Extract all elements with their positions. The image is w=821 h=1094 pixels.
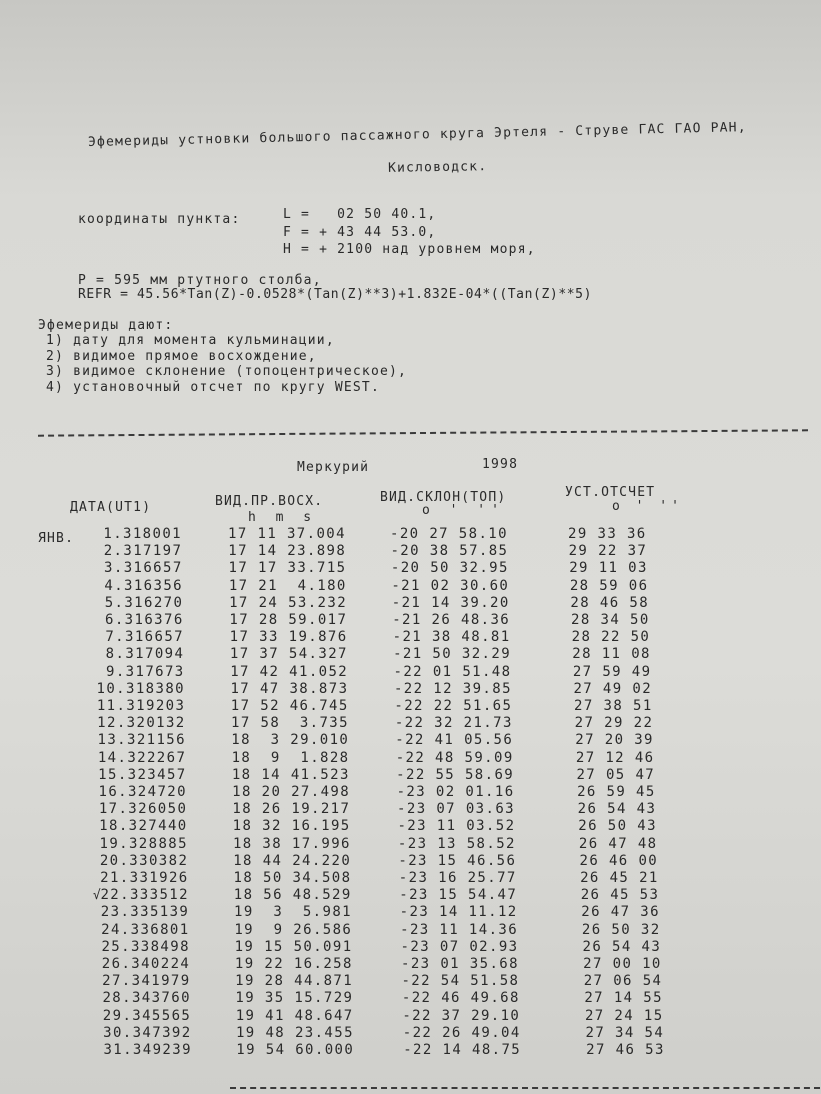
cell-setting: 28 11 08 [572, 646, 651, 663]
cell-dec: -20 27 58.10 [390, 526, 508, 542]
cell-ra: 19 15 50.091 [234, 938, 353, 955]
cell-ra: 19 3 5.981 [234, 904, 352, 921]
ephemeris-item: 4) установочный отсчет по кругу WEST. [46, 380, 380, 395]
cell-setting: 27 38 51 [574, 698, 653, 714]
cell-dec: -23 07 02.93 [400, 938, 519, 955]
cell-setting: 28 46 58 [570, 594, 650, 611]
cell-date: 2.317197 [103, 543, 183, 560]
table-row [0, 543, 821, 561]
table-row [0, 818, 821, 836]
table-row [0, 1042, 821, 1060]
cell-dec: -22 26 49.04 [402, 1024, 521, 1041]
cell-dec: -23 14 11.12 [399, 904, 518, 921]
cell-ra: 17 24 53.232 [229, 594, 348, 611]
cell-setting: 26 47 36 [581, 904, 660, 921]
cell-date: 31.349239 [103, 1042, 192, 1058]
cell-date: 18.327440 [99, 818, 188, 835]
cell-date: 12.320132 [97, 715, 186, 732]
table-row [0, 1008, 821, 1026]
table-row [0, 767, 821, 785]
ephemeris-item: 1) дату для момента кульминации, [46, 333, 335, 348]
cell-dec: -23 15 54.47 [399, 887, 518, 904]
cell-setting: 27 12 46 [575, 749, 655, 766]
cell-dec: -22 32 21.73 [394, 715, 513, 732]
table-row [0, 595, 821, 613]
cell-ra: 18 32 16.195 [232, 818, 351, 835]
cell-setting: 27 46 53 [586, 1042, 665, 1058]
cell-dec: -22 41 05.56 [395, 732, 514, 749]
cell-date: 11.319203 [96, 698, 186, 714]
cell-date: 23.335139 [100, 904, 190, 921]
cell-ra: 17 52 46.745 [230, 698, 349, 714]
cell-date: 24.336801 [101, 921, 190, 938]
cell-ra: 17 47 38.873 [230, 680, 349, 697]
cell-date: 17.326050 [98, 801, 188, 818]
cell-ra: 17 11 37.004 [228, 526, 346, 542]
cell-ra: 19 9 26.586 [234, 921, 353, 938]
cell-date: 13.321156 [97, 732, 186, 749]
cell-date: 25.338498 [101, 938, 190, 955]
cell-setting: 27 00 10 [583, 956, 662, 972]
table-row [0, 887, 821, 905]
cell-dec: -22 14 48.75 [403, 1042, 522, 1058]
cell-date: 10.318380 [96, 680, 185, 697]
altitude-value: H = + 2100 над уровнем моря, [283, 242, 536, 257]
cell-dec: -22 01 51.48 [393, 663, 512, 680]
cell-setting: 27 49 02 [573, 680, 653, 697]
cell-ra: 17 37 54.327 [229, 646, 348, 663]
cell-dec: -22 55 58.69 [396, 766, 515, 783]
cell-setting: 27 14 55 [584, 990, 663, 1007]
cell-ra: 18 20 27.498 [232, 784, 351, 800]
cell-setting: 26 50 43 [578, 818, 657, 835]
cell-setting: 26 47 48 [578, 835, 658, 852]
cell-dec: -21 26 48.36 [392, 612, 511, 628]
table-row [0, 939, 821, 957]
cell-date: 20.330382 [99, 852, 189, 869]
cell-ra: 18 9 1.828 [231, 749, 350, 766]
table-row [0, 526, 821, 544]
table-row [0, 612, 821, 630]
cell-date: 29.345565 [102, 1007, 192, 1024]
table-row [0, 664, 821, 682]
cell-setting: 28 22 50 [571, 629, 651, 646]
cell-date: 21.331926 [100, 870, 189, 886]
cell-setting: 28 34 50 [571, 612, 650, 628]
table-row [0, 750, 821, 768]
cell-ra: 19 35 15.729 [235, 990, 354, 1007]
cell-dec: -23 11 03.52 [397, 818, 516, 835]
cell-ra: 18 14 41.523 [231, 766, 350, 783]
cell-ra: 17 42 41.052 [230, 663, 349, 680]
longitude-value: L = 02 50 40.1, [283, 207, 437, 222]
table-row [0, 836, 821, 854]
cell-setting: 27 05 47 [576, 766, 656, 783]
cell-ra: 18 50 34.508 [233, 870, 352, 886]
column-header-ra: ВИД.ПР.ВОСХ. [215, 494, 324, 509]
cell-setting: 27 59 49 [572, 663, 652, 680]
cell-setting: 29 22 37 [568, 543, 648, 560]
cell-setting: 29 33 36 [568, 526, 647, 542]
cell-date: 6.316376 [105, 612, 184, 628]
cell-setting: 26 54 43 [582, 938, 662, 955]
table-row [0, 784, 821, 802]
cell-ra: 17 28 59.017 [229, 612, 348, 628]
coordinates-label: координаты пункта: [78, 212, 241, 227]
month-label: ЯНВ. [38, 531, 75, 546]
cell-ra: 17 21 4.180 [228, 577, 347, 594]
column-header-setting: УСТ.ОТСЧЕТ [565, 485, 656, 500]
cell-setting: 27 34 54 [585, 1024, 665, 1041]
cell-dec: -23 13 58.52 [397, 835, 516, 852]
check-mark: √ [92, 888, 103, 904]
cell-setting: 26 50 32 [581, 921, 661, 938]
cell-setting: 26 46 00 [579, 852, 659, 869]
cell-date: 22.333512 [100, 887, 189, 904]
cell-dec: -20 38 57.85 [390, 543, 509, 560]
cell-date: 1.318001 [103, 526, 182, 542]
cell-ra: 18 3 29.010 [231, 732, 350, 749]
latitude-value: F = + 43 44 53.0, [283, 225, 437, 240]
cell-dec: -23 15 46.56 [398, 852, 517, 869]
table-row [0, 990, 821, 1008]
cell-setting: 27 20 39 [575, 732, 654, 749]
planet-name: Меркурий [297, 460, 370, 475]
cell-ra: 17 58 3.735 [231, 715, 349, 732]
cell-ra: 19 48 23.455 [235, 1024, 354, 1041]
dashed-divider [38, 429, 808, 436]
dashed-divider-bottom [230, 1087, 820, 1089]
document-title: Эфемериды устновки большого пассажного круга Эртеля - Струве ГАС ГАО РАН, [87, 120, 747, 150]
table-row [0, 732, 821, 750]
cell-ra: 17 33 19.876 [229, 629, 348, 646]
cell-ra: 19 54 60.000 [236, 1042, 355, 1058]
table-row [0, 560, 821, 578]
cell-setting: 27 06 54 [583, 973, 663, 990]
cell-date: 4.316356 [104, 577, 183, 594]
cell-ra: 18 26 19.217 [232, 801, 351, 818]
cell-date: 3.316657 [104, 560, 183, 577]
table-row [0, 853, 821, 871]
cell-setting: 28 59 06 [569, 577, 649, 594]
cell-setting: 29 11 03 [569, 560, 648, 577]
cell-date: 19.328885 [99, 835, 188, 852]
column-header-dec: ВИД.СКЛОН(ТОП) [380, 490, 507, 505]
cell-date: 30.347392 [103, 1024, 192, 1041]
cell-date: 26.340224 [101, 956, 191, 972]
cell-date: 16.324720 [98, 784, 187, 800]
table-row [0, 698, 821, 716]
cell-dec: -20 50 32.95 [390, 560, 509, 577]
cell-setting: 26 45 21 [580, 870, 659, 886]
cell-date: 15.323457 [98, 766, 187, 783]
cell-date: 9.317673 [106, 663, 185, 680]
cell-dec: -21 38 48.81 [392, 629, 511, 646]
cell-ra: 18 44 24.220 [233, 852, 352, 869]
table-row [0, 681, 821, 699]
cell-ra: 18 38 17.996 [232, 835, 351, 852]
cell-setting: 26 54 43 [577, 801, 657, 818]
cell-setting: 27 24 15 [584, 1007, 664, 1024]
cell-dec: -22 12 39.85 [393, 680, 512, 697]
ephemeris-item: 3) видимое склонение (топоцентрическое), [46, 364, 408, 379]
cell-date: 5.316270 [104, 594, 184, 611]
document-title-city: Кисловодск. [387, 159, 488, 176]
cell-dec: -23 11 14.36 [400, 921, 519, 938]
cell-dec: -23 07 03.63 [397, 801, 515, 818]
cell-dec: -21 14 39.20 [391, 594, 510, 611]
table-row [0, 801, 821, 819]
cell-ra: 18 56 48.529 [233, 887, 352, 904]
table-row [0, 646, 821, 664]
units-dec: o ' '' [422, 503, 505, 518]
ephemeris-item: 2) видимое прямое восхождение, [46, 349, 317, 364]
table-row [0, 904, 821, 922]
cell-dec: -23 16 25.77 [398, 870, 517, 886]
table-row [0, 715, 821, 733]
table-row [0, 870, 821, 888]
units-setting: o ' '' [612, 499, 683, 514]
units-ra: h m s [248, 510, 318, 525]
column-header-date: ДАТА(UT1) [70, 500, 152, 515]
table-year: 1998 [482, 457, 519, 472]
cell-ra: 19 41 48.647 [235, 1007, 354, 1024]
table-row [0, 1025, 821, 1043]
cell-date: 7.316657 [105, 629, 184, 646]
cell-date: 8.317094 [105, 646, 185, 663]
table-row [0, 629, 821, 647]
cell-dec: -22 22 51.65 [394, 698, 513, 714]
table-row [0, 578, 821, 596]
cell-dec: -22 37 29.10 [402, 1007, 521, 1024]
ephemeris-heading: Эфемериды дают: [38, 318, 174, 333]
cell-setting: 26 59 45 [577, 784, 656, 800]
cell-ra: 17 14 23.898 [228, 543, 347, 560]
cell-ra: 19 28 44.871 [235, 973, 354, 990]
cell-ra: 17 17 33.715 [228, 560, 347, 577]
cell-dec: -21 50 32.29 [393, 646, 512, 663]
cell-date: 28.343760 [102, 990, 191, 1007]
cell-dec: -22 48 59.09 [395, 749, 514, 766]
table-row [0, 973, 821, 991]
table-row [0, 922, 821, 940]
cell-dec: -21 02 30.60 [391, 577, 510, 594]
cell-setting: 27 29 22 [574, 715, 654, 732]
cell-setting: 26 45 53 [580, 887, 660, 904]
refraction-formula: REFR = 45.56*Tan(Z)-0.0528*(Tan(Z)**3)+1.832E-04*((Tan(Z)**5) [78, 287, 593, 302]
cell-dec: -23 02 01.16 [396, 784, 515, 800]
pressure-value: P = 595 мм ртутного столба, [78, 273, 322, 288]
cell-dec: -22 46 49.68 [401, 990, 520, 1007]
cell-date: 27.341979 [102, 973, 191, 990]
table-row [0, 956, 821, 974]
cell-dec: -23 01 35.68 [401, 956, 519, 972]
cell-ra: 19 22 16.258 [234, 956, 353, 972]
cell-dec: -22 54 51.58 [401, 973, 520, 990]
cell-date: 14.322267 [97, 749, 187, 766]
